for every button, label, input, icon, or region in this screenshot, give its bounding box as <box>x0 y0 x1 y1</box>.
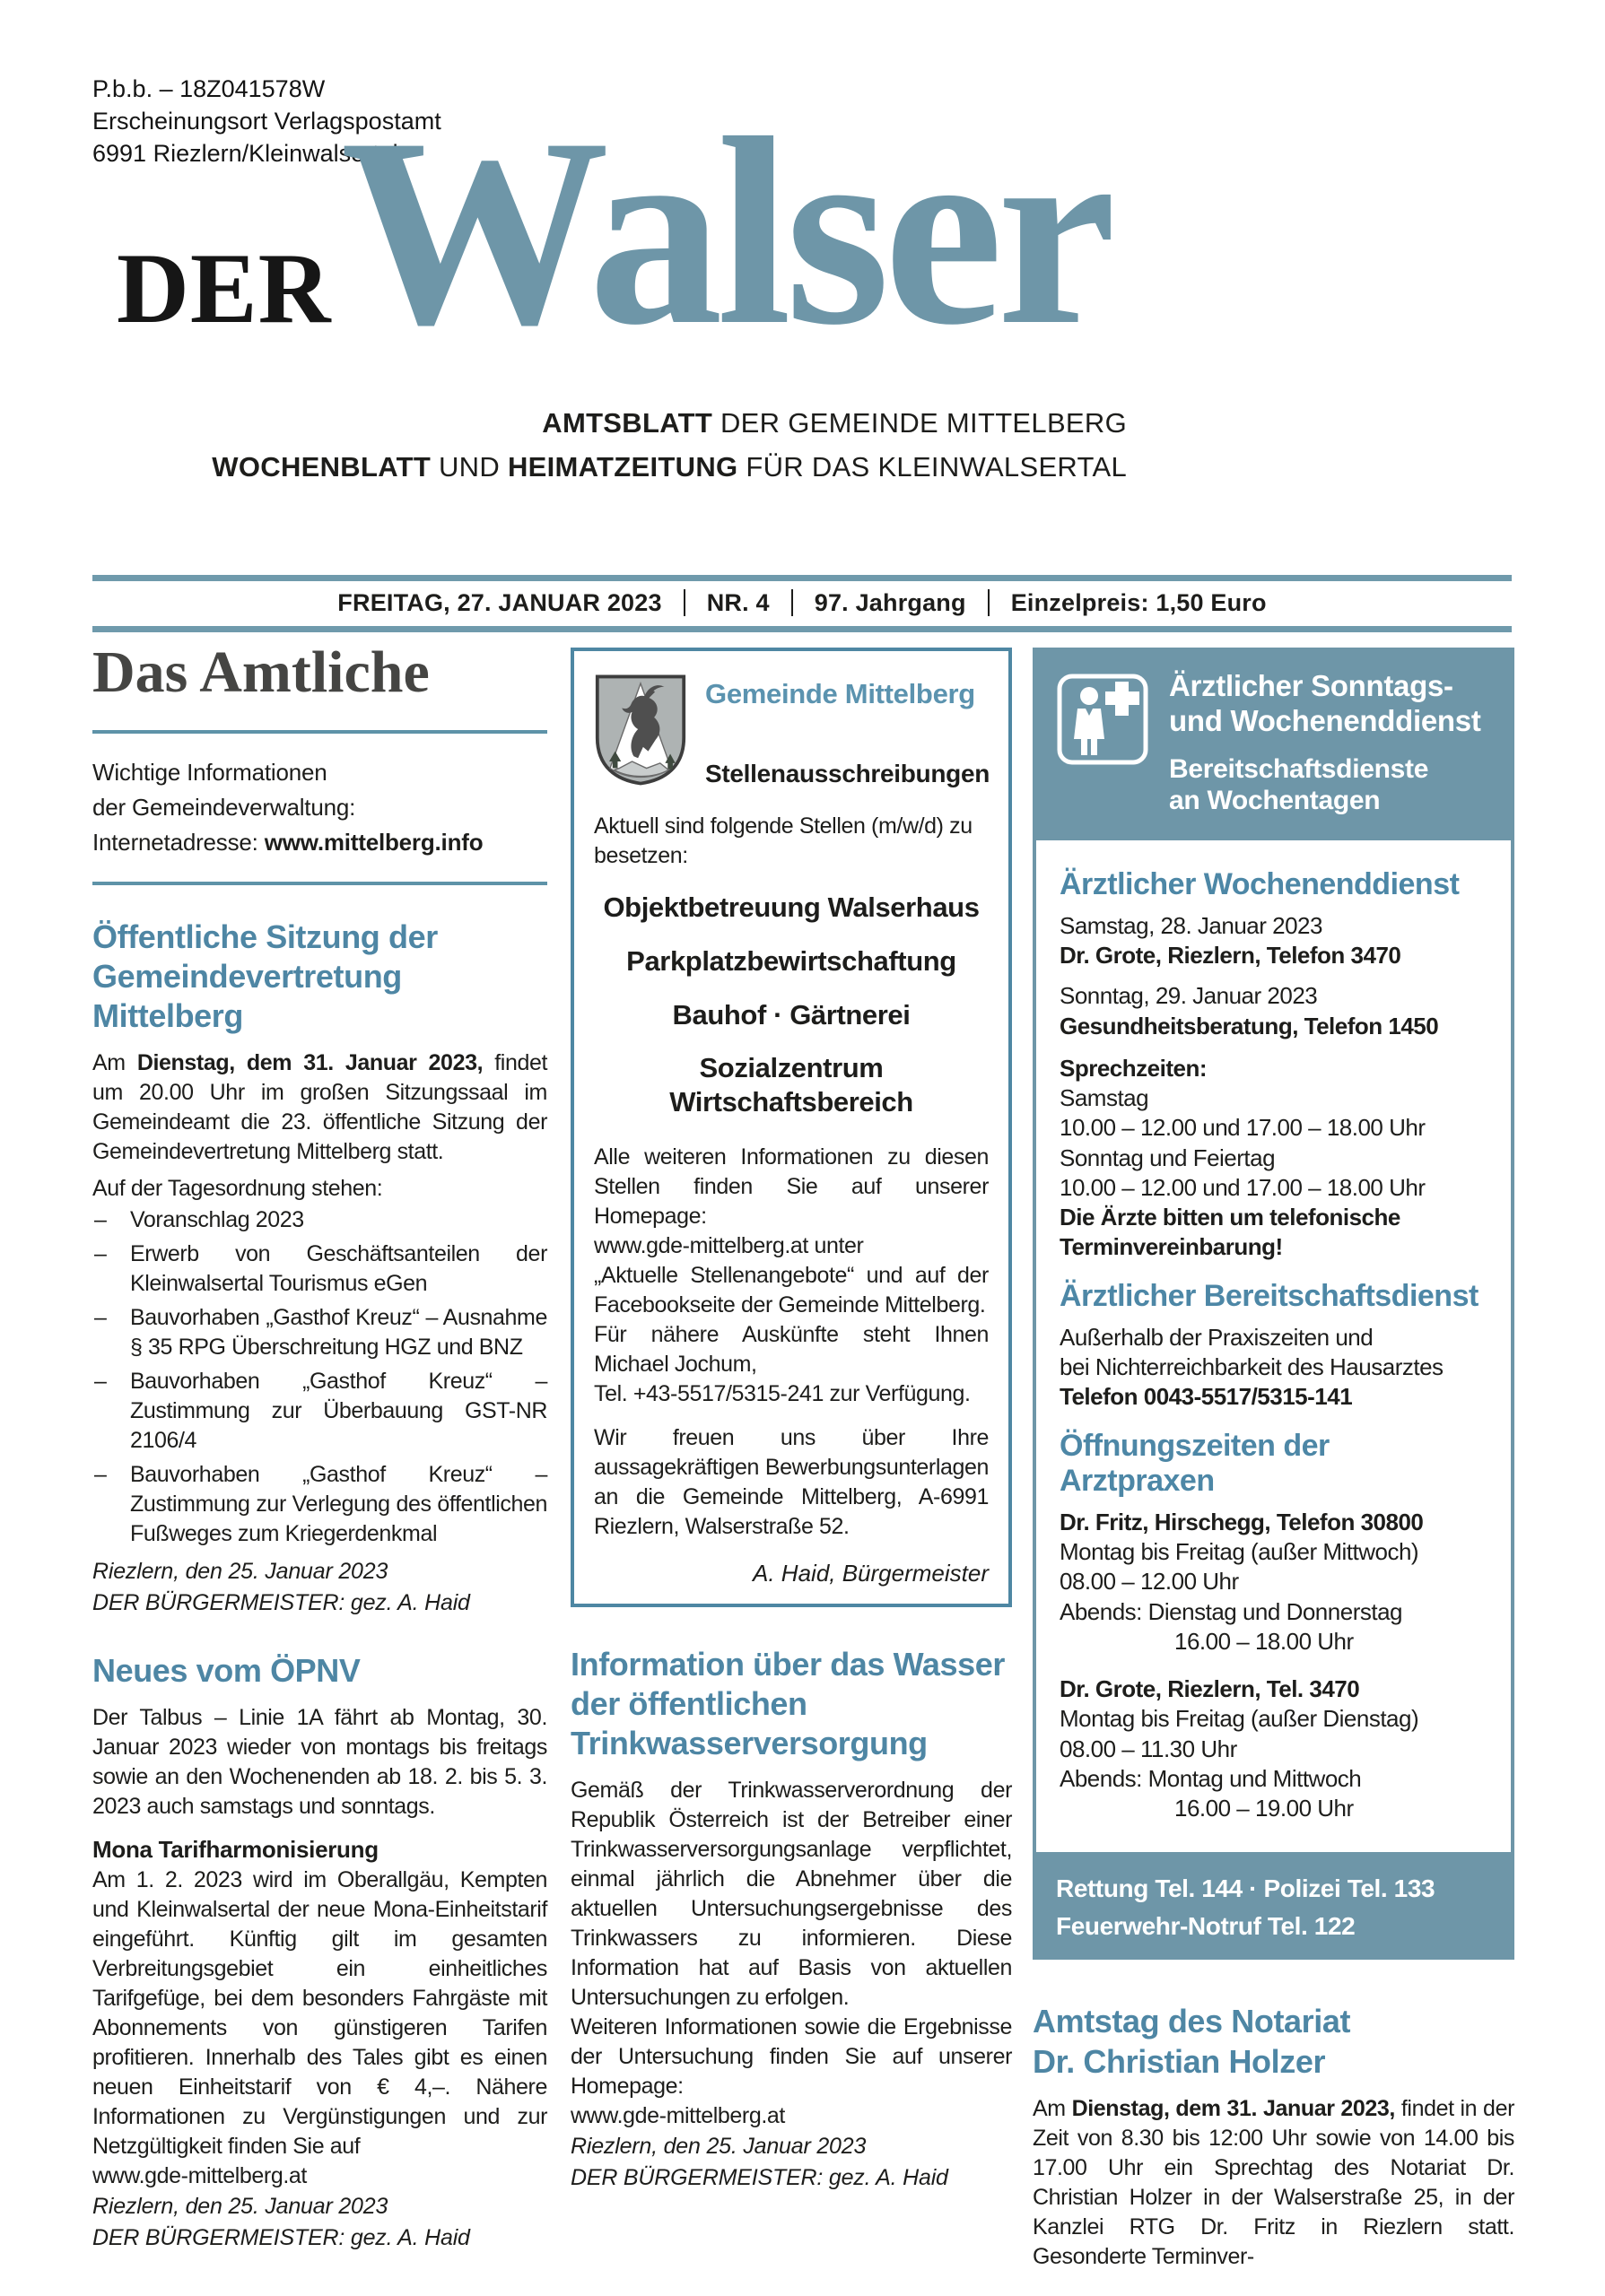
service-phone: Telefon 0043-5517/5315-141 <box>1060 1383 1353 1411</box>
hours-label: Sprechzeiten: <box>1060 1054 1207 1082</box>
medical-box-header <box>1033 648 1514 840</box>
website-url: www.gde-mittelberg.at unter <box>594 1233 864 1259</box>
info-text: „Aktuelle Stellenangebote“ und auf der Facebookseite der Gemeinde Mittelberg. <box>594 1263 989 1318</box>
job-list <box>594 891 989 1119</box>
postal-line: Erscheinungsort Verlagspostamt <box>92 107 441 135</box>
job-title: Bauhof · Gärtnerei <box>672 998 911 1031</box>
article-heading-sitzung <box>92 918 547 1036</box>
heading-line: und Wochenenddienst <box>1169 703 1481 737</box>
article-subhead: Mona Tarifharmonisierung <box>92 1835 379 1863</box>
box-closing: Wir freuen uns über Ihre aussagekräftigen Bewerbungsunterlagen an die Gemeinde Mittelberg, A-6991 Riezlern, Walserstraße 52. <box>594 1425 989 1540</box>
coat-of-arms-icon <box>594 673 687 792</box>
heading-line: Trinkwasserversorgung <box>571 1724 928 1761</box>
separator <box>684 589 685 616</box>
service-date: Sonntag, 29. Januar 2023 <box>1060 982 1318 1010</box>
heading-line: Dr. Christian Holzer <box>1033 2043 1326 2081</box>
text-run: findet in der Zeit von 8.30 bis 12:00 Uhr sowie von 14.00 bis 17.00 Uhr ein Sprechtag des Notariat Dr. Christian Holzer in der Walserstraße 25, in der Kanzlei RTG Dr. Fritz in Riezlern statt. Gesonderte Terminver- <box>1033 2096 1514 2270</box>
doctor-icon <box>1056 673 1149 817</box>
subtitle-text: DER GEMEINDE MITTELBERG <box>712 407 1127 439</box>
article-paragraph: Am 1. 2. 2023 wird im Oberallgäu, Kempten und Kleinwalsertal der neue Mona-Einheitstarif eingeführt. Künftig gilt im gesamten Verbreitungsgebiet ein einheitliches Tarifgefüge, bei dem besonders Fahrgäste mit Abonnements von günstigeren Tarifen profitieren. Innerhalb des Tales gibt es einen neuen Einheitstarif von € 4,–. Nähere Informationen zu Vergünstigungen und zur Netzgültigkeit finden Sie auf <box>92 1866 547 2159</box>
info-text: Für nähere Auskünfte steht Ihnen Michael Jochum, <box>594 1322 989 1378</box>
list-item: – Bauvorhaben „Gasthof Kreuz“ – Zustimmung zur Überbauung GST-NR 2106/4 <box>92 1367 547 1456</box>
website-url: www.mittelberg.info <box>264 829 484 856</box>
medical-box-body <box>1033 840 1514 1857</box>
subtitle-bold: HEIMATZEITUNG <box>507 450 738 483</box>
heading-line: Ärztlicher Sonntags- <box>1169 669 1453 702</box>
box-header <box>594 673 989 792</box>
hours-day: Samstag <box>1060 1084 1149 1112</box>
emergency-line: Rettung Tel. 144 · Polizei Tel. 133 <box>1056 1874 1435 1903</box>
intro-line <box>92 825 547 860</box>
dateline-volume: 97. Jahrgang <box>814 589 966 616</box>
service-heading: Ärztlicher Bereitschaftsdienst <box>1060 1278 1479 1313</box>
job-title: Objektbetreuung Walserhaus <box>603 891 980 923</box>
praxis-evening: Abends: Dienstag und Donnerstag <box>1060 1597 1402 1625</box>
article-heading-notariat <box>1033 2001 1514 2082</box>
heading-line: Öffentliche Sitzung der <box>92 918 438 955</box>
text-run: findet um 20.00 Uhr im großen Sitzungssaal im Gemeindeamt die 23. öffentliche Sitzung der Gemeindevertretung Mittelberg statt. <box>92 1049 547 1164</box>
intro-line: Wichtige Informationen <box>92 759 327 786</box>
signature-place: Riezlern, den 25. Januar 2023 <box>92 1558 388 1584</box>
subtitle-line-1 <box>0 402 1127 446</box>
divider <box>92 730 547 734</box>
praxis-entry <box>1060 1508 1487 1657</box>
list-item: – Bauvorhaben „Gasthof Kreuz“ – Ausnahme § 35 RPG Überschreitung HGZ und BNZ <box>92 1303 547 1362</box>
info-text: Alle weiteren Informationen zu diesen Stellen finden Sie auf unserer Homepage: <box>594 1144 989 1230</box>
box-info <box>594 1143 989 1409</box>
stellen-box <box>571 648 1012 1607</box>
heading-line: Information über das Wasser <box>571 1646 1005 1683</box>
dateline-issue: NR. 4 <box>706 589 770 616</box>
standby-service <box>1060 1279 1487 1413</box>
article-paragraph: Der Talbus – Linie 1A fährt ab Montag, 30. Januar 2023 wieder von montags bis freitags sowie an den Wochenenden ab 18. 2. bis 5. 3. 2023 auch samstags und sonntags. <box>92 1704 547 1819</box>
heading-line: der öffentlichen <box>571 1684 807 1722</box>
box-header-titles <box>705 673 990 792</box>
column-das-amtliche <box>92 639 547 2254</box>
postal-line: 6991 Riezlern/Kleinwalsertal <box>92 139 398 167</box>
weekend-service <box>1060 867 1487 1263</box>
column-stellen <box>571 648 1012 2194</box>
medical-box-titles <box>1169 669 1481 817</box>
service-doctor: Dr. Grote, Riezlern, Telefon 3470 <box>1060 942 1401 970</box>
heading-line: Gemeindevertretung Mittelberg <box>92 957 402 1034</box>
separator <box>791 589 793 616</box>
section-title: Das Amtliche <box>92 639 430 705</box>
text-run-bold: Dienstag, dem 31. Januar 2023, <box>1071 2096 1395 2122</box>
hours-value: 10.00 – 12.00 und 17.00 – 18.00 Uhr <box>1060 1114 1426 1142</box>
article-paragraph: Auf der Tagesordnung stehen: <box>92 1175 383 1201</box>
dateline-date: FREITAG, 27. JANUAR 2023 <box>337 589 662 616</box>
doctor-name: Dr. Fritz, Hirschegg, Telefon 30800 <box>1060 1508 1424 1535</box>
subtitle-line-2 <box>0 446 1127 490</box>
text-run: Am <box>1033 2096 1072 2122</box>
masthead-title: Walser <box>340 83 1111 380</box>
signature-place: Riezlern, den 25. Januar 2023 <box>92 2193 388 2219</box>
service-entry <box>1060 911 1487 971</box>
service-date: Samstag, 28. Januar 2023 <box>1060 911 1322 939</box>
org-name: Gemeinde Mittelberg <box>705 678 975 709</box>
signature-place: Riezlern, den 25. Januar 2023 <box>571 2133 867 2159</box>
praxis-evening: Abends: Montag und Mittwoch <box>1060 1764 1362 1792</box>
article-paragraph: Gemäß der Trinkwasserverordnung der Republik Österreich ist der Betreiber einer Trinkwasserversorgungsanlage verpflichtet, einmal jährlich die Abnehmer über die aktuellen Untersuchungsergebnisse des Trinkwassers zu informieren. Diese Information hat auf Basis von aktuellen Untersuchungen zu erfolgen. <box>571 1777 1012 2010</box>
website-url: www.gde-mittelberg.at <box>571 2102 785 2128</box>
service-text: bei Nichterreichbarkeit des Hausarztes <box>1060 1353 1444 1381</box>
subtitle-text: UND <box>431 450 508 483</box>
heading-line: Bereitschaftsdienste <box>1169 753 1429 784</box>
text-run: Am <box>92 1049 137 1075</box>
service-text: Außerhalb der Praxiszeiten und <box>1060 1323 1374 1351</box>
dateline-bar <box>92 575 1512 632</box>
service-entry <box>1060 981 1487 1041</box>
service-heading: Ärztlicher Wochenenddienst <box>1060 866 1460 901</box>
separator <box>988 589 990 616</box>
signature-name: A. Haid, Bürgermeister <box>753 1560 989 1587</box>
divider <box>92 882 547 885</box>
praxis-hours-value: 16.00 – 19.00 Uhr <box>1174 1795 1354 1822</box>
job-title: Parkplatzbewirtschaftung <box>626 944 956 977</box>
praxis-hours-value: 16.00 – 18.00 Uhr <box>1174 1627 1354 1655</box>
article-heading-wasser <box>571 1645 1012 1763</box>
article-heading-oepnv: Neues vom ÖPNV <box>92 1651 361 1689</box>
heading-line: Amtstag des Notariat <box>1033 2003 1351 2040</box>
medical-title-1 <box>1169 669 1481 739</box>
service-heading: Öffnungszeiten der Arztpraxen <box>1060 1428 1330 1498</box>
box-intro: Aktuell sind folgende Stellen (m/w/d) zu besetzen: <box>594 813 973 868</box>
intro-line: der Gemeindeverwaltung: <box>92 794 356 821</box>
masthead-prefix: DER <box>117 233 332 344</box>
service-doctor: Gesundheitsberatung, Telefon 1450 <box>1060 1012 1439 1039</box>
signature-name: DER BÜRGERMEISTER: gez. A. Haid <box>92 1589 470 1615</box>
hours-value: 10.00 – 12.00 und 17.00 – 18.00 Uhr <box>1060 1173 1426 1201</box>
info-text: Tel. +43-5517/5315-241 zur Verfügung. <box>594 1381 971 1407</box>
intro-block <box>92 755 547 860</box>
list-item: – Bauvorhaben „Gasthof Kreuz“ – Zustimmung zur Verlegung des öffentlichen Fußweges zum Kriegerdenkmal <box>92 1460 547 1549</box>
website-url: www.gde-mittelberg.at <box>92 2162 307 2188</box>
job-title: Sozialzentrum Wirtschaftsbereich <box>669 1052 913 1118</box>
medical-title-2 <box>1169 753 1481 817</box>
article-paragraph: Weiteren Informationen sowie die Ergebnisse der Untersuchung finden Sie auf unserer Homepage: <box>571 2013 1012 2099</box>
signature-name: DER BÜRGERMEISTER: gez. A. Haid <box>92 2224 470 2250</box>
praxis-entry <box>1060 1674 1487 1823</box>
praxis-hours-value: 08.00 – 12.00 Uhr <box>1060 1568 1239 1596</box>
praxis-hours-value: 08.00 – 11.30 Uhr <box>1060 1735 1237 1762</box>
article-paragraph <box>92 1048 547 1167</box>
emergency-line: Feuerwehr-Notruf Tel. 122 <box>1056 1912 1356 1941</box>
emergency-numbers <box>1033 1856 1514 1960</box>
text-run-bold: Dienstag, dem 31. Januar 2023, <box>136 1049 484 1075</box>
subtitle-bold: AMTSBLATT <box>542 407 713 439</box>
praxis-hours <box>1060 1429 1487 1824</box>
postal-line: P.b.b. – 18Z041578W <box>92 75 326 102</box>
heading-line: an Wochentagen <box>1169 786 1381 816</box>
appointment-note: Die Ärzte bitten um telefonische Terminvereinbarung! <box>1060 1204 1400 1261</box>
list-item: – Erwerb von Geschäftsanteilen der Kleinwalsertal Tourismus eGen <box>92 1239 547 1299</box>
column-medical <box>1033 648 1514 2272</box>
hours-day: Sonntag und Feiertag <box>1060 1144 1276 1171</box>
praxis-days: Montag bis Freitag (außer Dienstag) <box>1060 1705 1419 1733</box>
intro-label: Internetadresse: <box>92 829 265 856</box>
praxis-days: Montag bis Freitag (außer Mittwoch) <box>1060 1538 1419 1566</box>
signature-name: DER BÜRGERMEISTER: gez. A. Haid <box>571 2164 948 2190</box>
list-item: – Voranschlag 2023 <box>92 1205 547 1235</box>
subtitle-text: FÜR DAS KLEINWALSERTAL <box>737 450 1127 483</box>
masthead-subtitle <box>0 402 1127 490</box>
agenda-list <box>92 1205 547 1549</box>
dateline-price: Einzelpreis: 1,50 Euro <box>1010 589 1267 616</box>
subtitle-bold: WOCHENBLATT <box>212 450 432 483</box>
doctor-name: Dr. Grote, Riezlern, Tel. 3470 <box>1060 1675 1360 1703</box>
box-subtitle: Stellenausschreibungen <box>705 760 990 787</box>
article-paragraph <box>1033 2094 1514 2272</box>
